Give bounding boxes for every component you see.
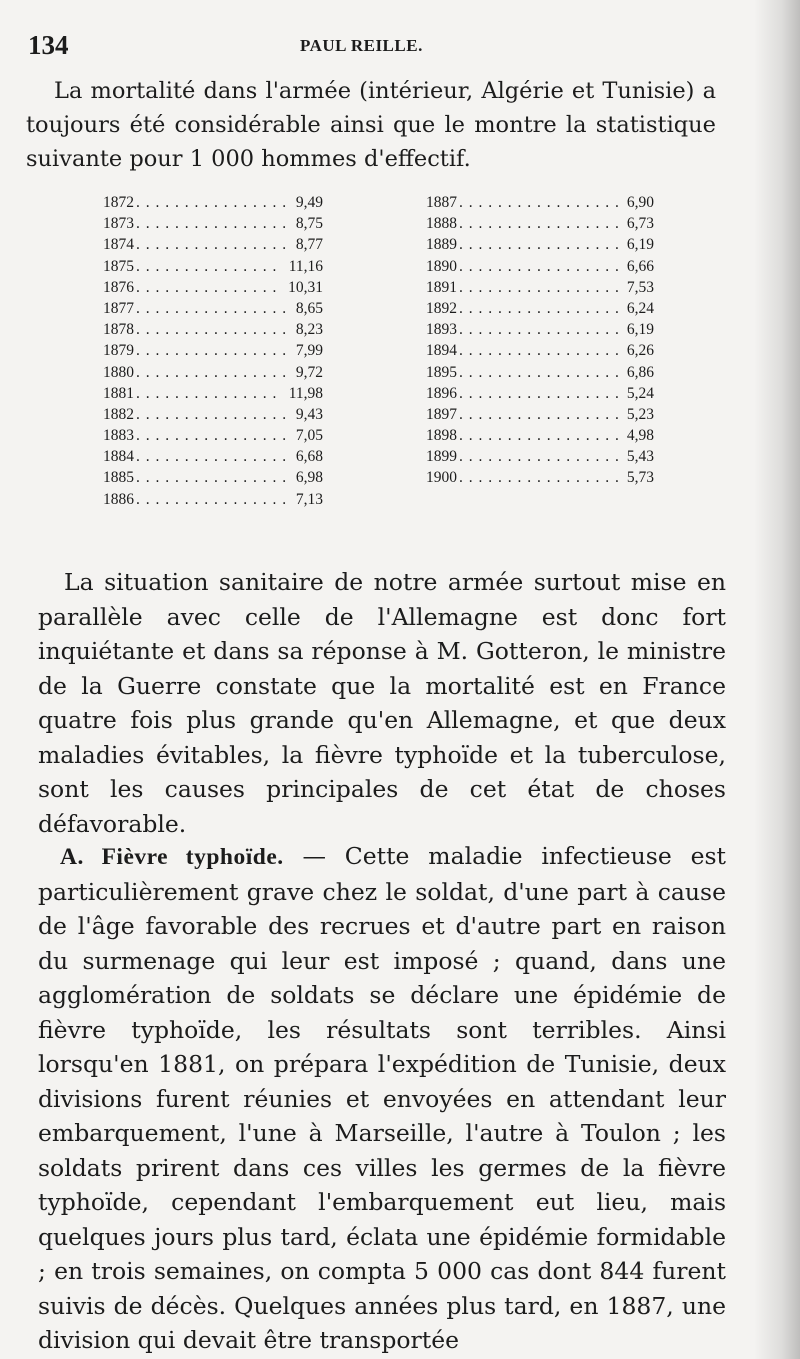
dot-leader: [459, 256, 621, 277]
dot-leader: [136, 467, 290, 488]
year-cell: 1888: [426, 215, 457, 233]
mortality-value-cell: 6,26: [626, 342, 654, 360]
mortality-table: [0, 192, 800, 542]
table-row: [103, 404, 323, 425]
table-row: [103, 425, 323, 446]
table-row: [103, 446, 323, 467]
year-cell: 1874: [103, 236, 134, 254]
dot-leader: [136, 489, 290, 510]
dot-leader: [459, 425, 621, 446]
mortality-value-cell: 6,68: [295, 448, 323, 466]
mortality-value-cell: 5,73: [626, 469, 654, 487]
mortality-value-cell: 7,13: [295, 490, 323, 508]
table-row: [103, 213, 323, 234]
page-number: 134: [28, 30, 69, 60]
table-row: [426, 192, 654, 213]
year-cell: 1873: [103, 215, 134, 233]
intro-paragraph: La mortalité dans l'armée (intérieur, Algérie et Tunisie) a toujours été considérable ainsi que le montre la statistique suivante pour 1 000 hommes d'effectif.: [26, 78, 716, 172]
section-text-typhoid: — Cette maladie infectieuse est particulièrement grave chez le soldat, d'une part à cause de l'âge favorable des recrues et d'autre part en raison du surmenage qui leur est imposé ; quand, dans une agglomération de soldats se déclare une épidémie de fièvre typhoïde, les résultats sont terribles. Ainsi lorsqu'en 1881, on prépara l'expédition de Tunisie, deux divisions furent réunies et envoyées en attendant leur embarquement, l'une à Marseille, l'autre à Toulon ; les soldats prirent dans ces villes les germes de la fièvre typhoïde, cependant l'embarquement eut lieu, mais quelques jours plus tard, éclata une épidémie formidable ; en trois semaines, on compta 5 000 cas dont 844 furent suivis de décès. Quelques années plus tard, en 1887, une division qui devait être transportée: [38, 842, 726, 1354]
mortality-value-cell: 9,43: [295, 405, 323, 423]
table-row: [103, 340, 323, 361]
year-cell: 1882: [103, 405, 134, 423]
dot-leader: [136, 234, 290, 255]
year-cell: 1889: [426, 236, 457, 254]
mortality-value-cell: 11,98: [288, 384, 323, 402]
dot-leader: [459, 362, 621, 383]
mortality-value-cell: 8,23: [295, 321, 323, 339]
table-row: [426, 213, 654, 234]
mortality-value-cell: 9,49: [295, 194, 323, 211]
table-row: [426, 319, 654, 340]
table-row: [103, 192, 323, 213]
year-cell: 1896: [426, 384, 457, 402]
year-cell: 1875: [103, 257, 134, 275]
dot-leader: [459, 319, 621, 340]
table-row: [103, 234, 323, 255]
dot-leader: [459, 340, 621, 361]
year-cell: 1893: [426, 321, 457, 339]
dot-leader: [459, 192, 621, 213]
year-cell: 1878: [103, 321, 134, 339]
table-row: [426, 298, 654, 319]
dot-leader: [459, 213, 621, 234]
dot-leader: [136, 213, 290, 234]
dot-leader: [136, 404, 290, 425]
dot-leader: [136, 340, 290, 361]
table-row: [426, 362, 654, 383]
mortality-value-cell: 6,86: [626, 363, 654, 381]
table-row: [426, 425, 654, 446]
dot-leader: [136, 277, 282, 298]
table-row: [426, 340, 654, 361]
mortality-value-cell: 8,65: [295, 299, 323, 317]
section-title-typhoid: A. Fièvre typhoïde.: [60, 844, 284, 870]
table-row: [103, 298, 323, 319]
mortality-value-cell: 5,24: [626, 384, 654, 402]
mortality-table-right-column: [426, 192, 654, 489]
dot-leader: [459, 383, 621, 404]
year-cell: 1891: [426, 278, 457, 296]
table-row: [103, 277, 323, 298]
dot-leader: [136, 362, 290, 383]
mortality-value-cell: 7,53: [626, 278, 654, 296]
mortality-value-cell: 10,31: [288, 278, 323, 296]
mortality-value-cell: 5,43: [626, 448, 654, 466]
year-cell: 1877: [103, 299, 134, 317]
running-title: PAUL REILLE.: [300, 36, 423, 55]
table-row: [426, 383, 654, 404]
table-row: [103, 319, 323, 340]
dot-leader: [459, 277, 621, 298]
dot-leader: [136, 192, 290, 213]
dot-leader: [459, 234, 621, 255]
mortality-value-cell: 6,98: [295, 469, 323, 487]
mortality-value-cell: 8,77: [295, 236, 323, 254]
year-cell: 1894: [426, 342, 457, 360]
year-cell: 1900: [426, 469, 457, 487]
dot-leader: [136, 319, 290, 340]
mortality-value-cell: 11,16: [288, 257, 323, 275]
mortality-value-cell: 5,23: [626, 405, 654, 423]
mortality-value-cell: 6,19: [626, 236, 654, 254]
table-row: [103, 256, 323, 277]
year-cell: 1899: [426, 448, 457, 466]
table-row: [426, 256, 654, 277]
table-row: [103, 467, 323, 488]
dot-leader: [459, 404, 621, 425]
year-cell: 1897: [426, 405, 457, 423]
dot-leader: [136, 383, 283, 404]
mortality-value-cell: 7,05: [295, 427, 323, 445]
mortality-value-cell: 6,73: [626, 215, 654, 233]
mortality-value-cell: 7,99: [295, 342, 323, 360]
year-cell: 1886: [103, 490, 134, 508]
mortality-value-cell: 8,75: [295, 215, 323, 233]
dot-leader: [136, 425, 290, 446]
table-row: [426, 467, 654, 488]
mortality-value-cell: 6,66: [626, 257, 654, 275]
paragraph-sanitary-situation: La situation sanitaire de notre armée surtout mise en parallèle avec celle de l'Allemagne est donc fort inquiétante et dans sa réponse à M. Gotteron, le ministre de la Guerre constate que la mortalité est en France quatre fois plus grande qu'en Allemagne, et que deux maladies évitables, la fièvre typhoïde et la tuberculose, sont les causes principales de cet état de choses défavorable.: [38, 568, 726, 838]
mortality-value-cell: 6,90: [626, 194, 654, 211]
year-cell: 1898: [426, 427, 457, 445]
table-row: [426, 277, 654, 298]
mortality-table-left-column: [103, 192, 323, 510]
page-header: [28, 30, 758, 64]
dot-leader: [459, 298, 621, 319]
year-cell: 1872: [103, 194, 134, 211]
dot-leader: [136, 298, 290, 319]
year-cell: 1876: [103, 278, 134, 296]
table-row: [426, 446, 654, 467]
mortality-value-cell: 6,24: [626, 299, 654, 317]
year-cell: 1887: [426, 194, 457, 211]
year-cell: 1895: [426, 363, 457, 381]
year-cell: 1879: [103, 342, 134, 360]
table-row: [426, 404, 654, 425]
table-row: [103, 489, 323, 510]
table-row: [103, 362, 323, 383]
paragraph-typhoid-fever: [38, 839, 726, 1358]
year-cell: 1881: [103, 384, 134, 402]
table-row: [103, 383, 323, 404]
dot-leader: [459, 446, 621, 467]
dot-leader: [459, 467, 621, 488]
year-cell: 1880: [103, 363, 134, 381]
mortality-value-cell: 4,98: [626, 427, 654, 445]
year-cell: 1892: [426, 299, 457, 317]
year-cell: 1890: [426, 257, 457, 275]
dot-leader: [136, 256, 283, 277]
table-row: [426, 234, 654, 255]
year-cell: 1885: [103, 469, 134, 487]
year-cell: 1884: [103, 448, 134, 466]
year-cell: 1883: [103, 427, 134, 445]
dot-leader: [136, 446, 290, 467]
mortality-value-cell: 6,19: [626, 321, 654, 339]
mortality-value-cell: 9,72: [295, 363, 323, 381]
